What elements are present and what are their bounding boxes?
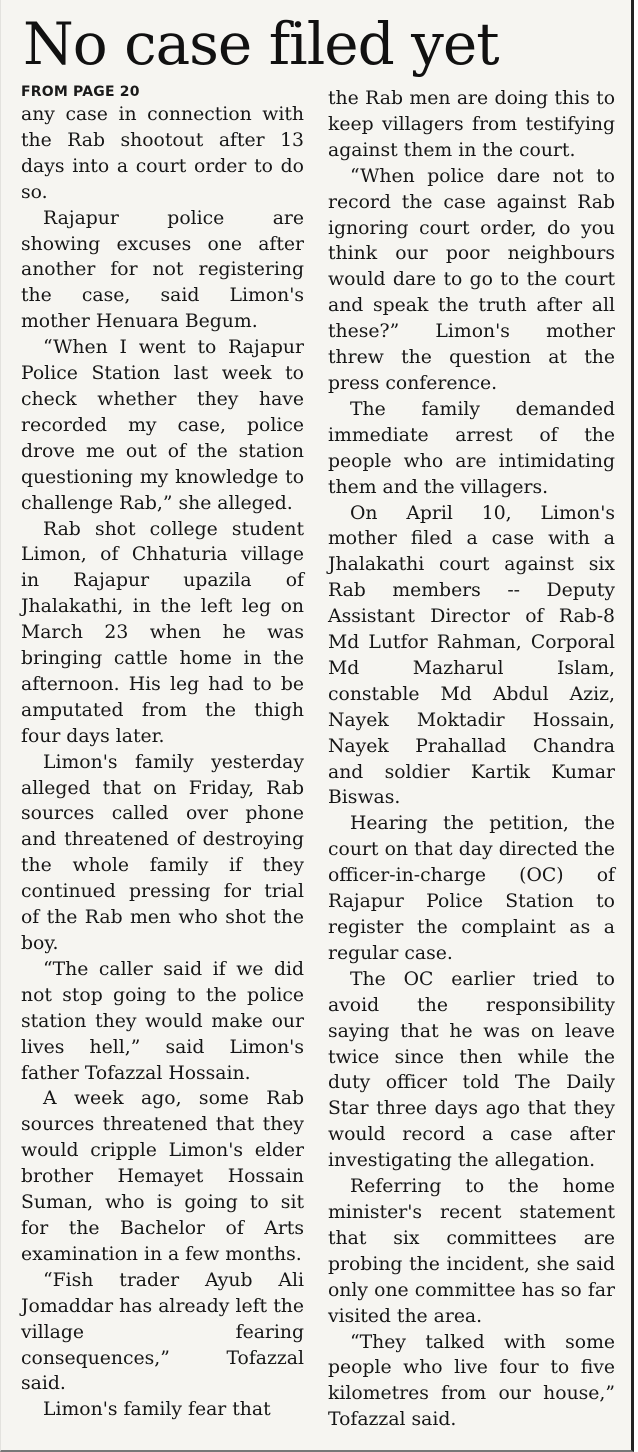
paragraph: Rab shot college student Limon, of Chhaturia village in Rajapur upazila of Jhalakathi, in the left leg on March 23 when he was bringing cattle home in the afternoon. His leg had to be amputated from the thigh four days later. (21, 518, 304, 747)
paragraph: the Rab men are doing this to keep villagers from testifying against them in the court. (328, 88, 615, 161)
paragraph: any case in connection with the Rab shootout after 13 days into a court order to do so. (21, 104, 304, 203)
kicker: FROM PAGE 20 (21, 84, 140, 100)
paragraph: Limon's family fear that (43, 1399, 271, 1421)
paragraph: Hearing the petition, the court on that day directed the officer-in-charge (OC) of Rajapur Police Station to register the complaint as a regular case. (328, 813, 615, 964)
headline: No case filed yet (23, 10, 499, 78)
left-column (21, 82, 304, 1423)
paragraph: On April 10, Limon's mother filed a case with a Jhalakathi court against six Rab members -- Deputy Assistant Director of Rab-8 Md Lutfor Rahman, Corporal Md Mazharul Islam, constable Md Abdul Aziz, Nayek Moktadir Hossain, Nayek Prahallad Chandra and soldier Kartik Kumar Biswas. (328, 502, 615, 809)
right-column (328, 82, 615, 1433)
paragraph: A week ago, some Rab sources threatened that they would cripple Limon's elder brother Hemayet Hossain Suman, who is going to sit for the Bachelor of Arts examination in a few months. (21, 1088, 304, 1265)
paragraph: “When I went to Rajapur Police Station last week to check whether they have recorded my case, police drove me out of the station questioning my knowledge to challenge Rab,” she alleged. (21, 337, 304, 514)
paragraph: “When police dare not to record the case against Rab ignoring court order, do you think our poor neighbours would dare to go to the court and speak the truth after all these?” Limon's mother threw the question at the press conference. (328, 165, 615, 394)
paragraph: Limon's family yesterday alleged that on Friday, Rab sources called over phone and threatened of destroying the whole family if they continued pressing for trial of the Rab men who shot the boy. (21, 751, 304, 954)
paragraph: “They talked with some people who live four to five kilometres from our house,” Tofazzal said. (328, 1331, 615, 1431)
paragraph: “Fish trader Ayub Ali Jomaddar has already left the village fearing consequences,” Tofazzal said. (21, 1269, 304, 1395)
paragraph: The OC earlier tried to avoid the responsibility saying that he was on leave twice since then while the duty officer told The Daily Star three days ago that they would record a case after investigating the allegation. (328, 968, 615, 1172)
paragraph: Rajapur police are showing excuses one after another for not registering the case, said Limon's mother Henuara Begum. (21, 207, 304, 333)
paragraph: Referring to the home minister's recent statement that six committees are probing the incident, she said only one committee has so far visited the area. (328, 1176, 615, 1327)
paragraph: “The caller said if we did not stop going to the police station they would make our lives hell,” said Limon's father Tofazzal Hossain. (21, 958, 304, 1084)
paragraph: The family demanded immediate arrest of the people who are intimidating them and the villagers. (328, 398, 615, 498)
